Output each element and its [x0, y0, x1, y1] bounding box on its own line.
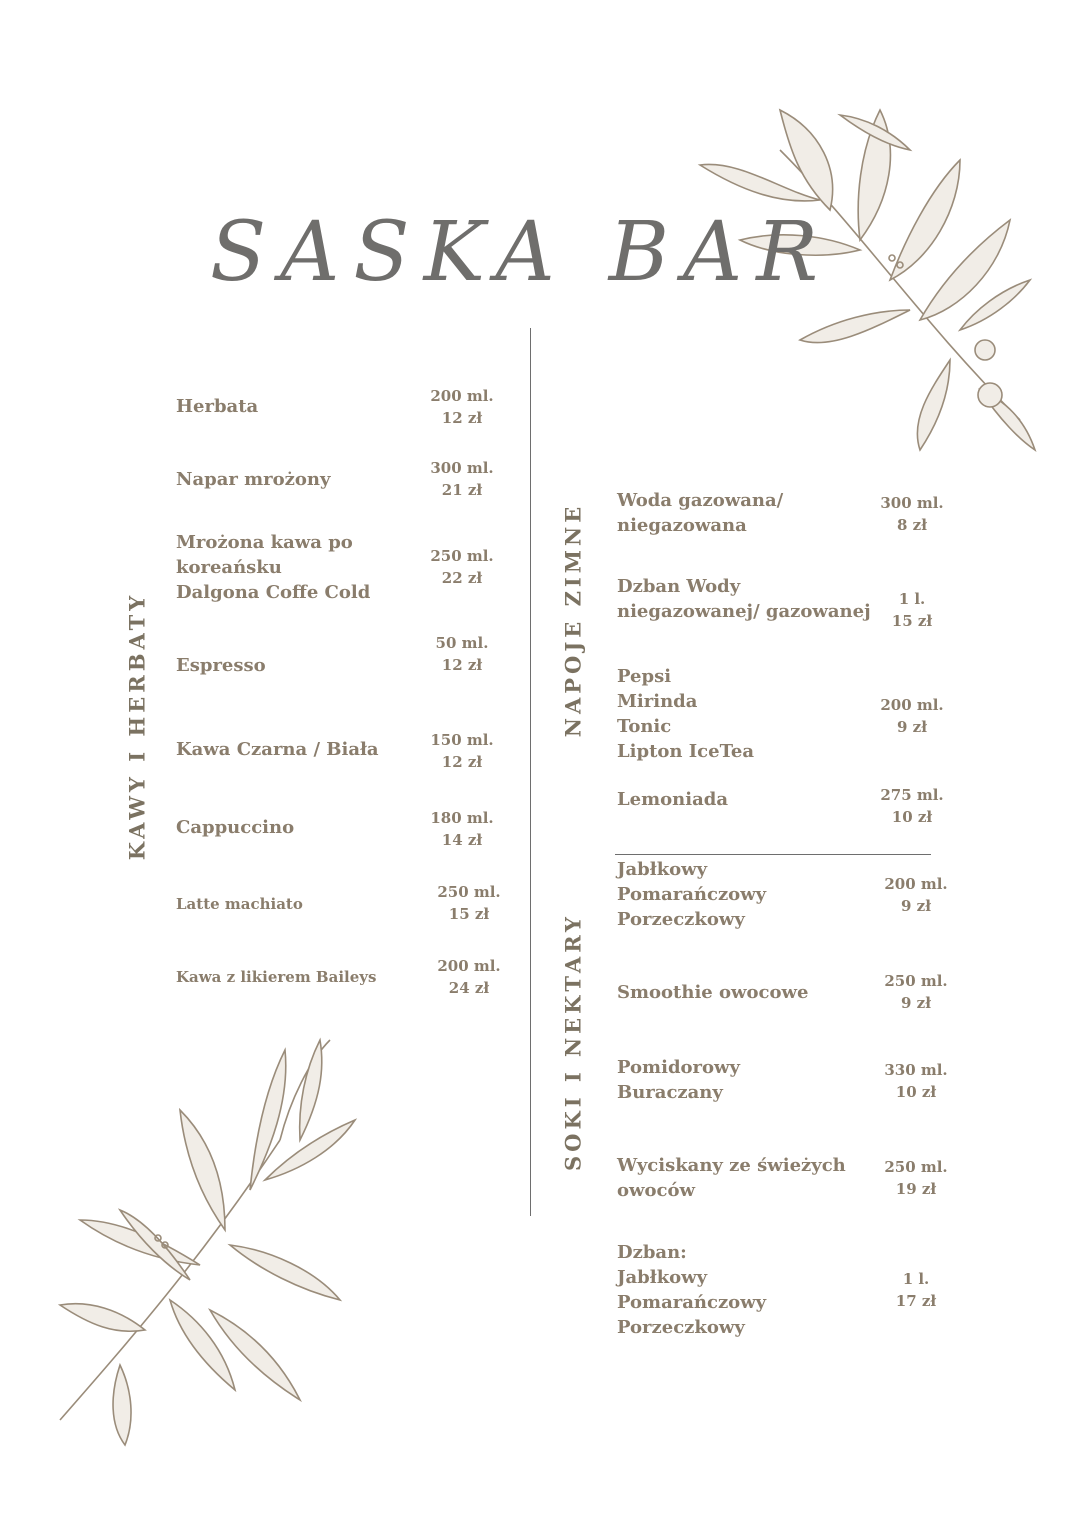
item-price: 12 zł	[441, 753, 483, 771]
item-price: 10 zł	[891, 808, 933, 826]
menu-item-price	[852, 694, 972, 738]
menu-item-name: Dzban Wody niegazowanej/ gazowanej	[617, 576, 871, 622]
item-price: 9 zł	[897, 718, 927, 736]
menu-item-name: Jabłkowy Pomarańczowy Porzeczkowy	[617, 859, 767, 930]
item-size: 250 ml.	[437, 883, 501, 901]
item-price: 14 zł	[441, 831, 483, 849]
item-size: 300 ml.	[880, 494, 944, 512]
item-price: 19 zł	[895, 1180, 937, 1198]
menu-item-price	[856, 1156, 976, 1200]
page-title: SASKA BAR	[210, 205, 833, 300]
leaf-branch-bottom-left-icon	[50, 1030, 370, 1450]
menu-item-name: Mrożona kawa po koreańsku Dalgona Coffe Cold	[176, 532, 371, 603]
menu-item-name: Kawa Czarna / Biała	[176, 739, 379, 760]
menu-item-name: Latte machiato	[176, 895, 303, 913]
item-size: 50 ml.	[435, 634, 489, 652]
menu-item-name: Woda gazowana/ niegazowana	[617, 490, 784, 536]
item-price: 17 zł	[895, 1292, 937, 1310]
menu-item-name: Wyciskany ze świeżych owoców	[617, 1155, 846, 1201]
item-size: 180 ml.	[430, 809, 494, 827]
menu-item-name: Espresso	[176, 655, 266, 676]
item-size: 1 l.	[898, 590, 926, 608]
menu-item-name: Smoothie owocowe	[617, 982, 809, 1003]
section-label-text: NAPOJE ZIMNE	[560, 502, 586, 738]
item-size: 200 ml.	[884, 875, 948, 893]
item-price: 24 zł	[448, 979, 490, 997]
item-size: 150 ml.	[430, 731, 494, 749]
item-size: 200 ml.	[437, 957, 501, 975]
item-size: 200 ml.	[430, 387, 494, 405]
menu-item-price	[402, 545, 522, 589]
menu-item-price	[852, 588, 972, 632]
item-price: 21 zł	[441, 481, 483, 499]
menu-item-name: Dzban: Jabłkowy Pomarańczowy Porzeczkowy	[617, 1242, 767, 1338]
menu-item-price	[856, 1059, 976, 1103]
item-size: 200 ml.	[880, 696, 944, 714]
menu-item-price	[409, 881, 529, 925]
menu-item-price	[852, 784, 972, 828]
item-size: 250 ml.	[430, 547, 494, 565]
item-price: 9 zł	[901, 994, 931, 1012]
menu-item-price	[402, 632, 522, 676]
menu-item-name: Pepsi Mirinda Tonic Lipton IceTea	[617, 666, 755, 762]
item-price: 8 zł	[897, 516, 927, 534]
menu-item-price	[402, 807, 522, 851]
item-price: 10 zł	[895, 1083, 937, 1101]
item-price: 12 zł	[441, 409, 483, 427]
menu-item-name: Pomidorowy Buraczany	[617, 1057, 740, 1103]
item-price: 9 zł	[901, 897, 931, 915]
menu-item-price	[402, 457, 522, 501]
menu-item-name: Cappuccino	[176, 817, 295, 838]
menu-item-price	[856, 1268, 976, 1312]
item-size: 275 ml.	[880, 786, 944, 804]
menu-item-price	[402, 385, 522, 429]
menu-item-name: Napar mrożony	[176, 469, 331, 490]
menu-item-price	[402, 729, 522, 773]
item-size: 300 ml.	[430, 459, 494, 477]
item-price: 12 zł	[441, 656, 483, 674]
menu-item-price	[409, 955, 529, 999]
section-divider	[615, 854, 931, 855]
menu-item-price	[856, 970, 976, 1014]
item-size: 330 ml.	[884, 1061, 948, 1079]
menu-item-name: Kawa z likierem Baileys	[176, 968, 377, 986]
item-size: 250 ml.	[884, 1158, 948, 1176]
item-size: 250 ml.	[884, 972, 948, 990]
section-label-text: SOKI I NEKTARY	[560, 912, 586, 1172]
column-divider	[530, 328, 531, 1216]
menu-item-name: Herbata	[176, 396, 259, 417]
item-price: 15 zł	[891, 612, 933, 630]
menu-item-price	[852, 492, 972, 536]
item-size: 1 l.	[902, 1270, 930, 1288]
item-price: 22 zł	[441, 569, 483, 587]
section-label-text: KAWY I HERBATY	[124, 591, 150, 861]
menu-item-price	[856, 873, 976, 917]
item-price: 15 zł	[448, 905, 490, 923]
menu-item-name: Lemoniada	[617, 789, 728, 810]
